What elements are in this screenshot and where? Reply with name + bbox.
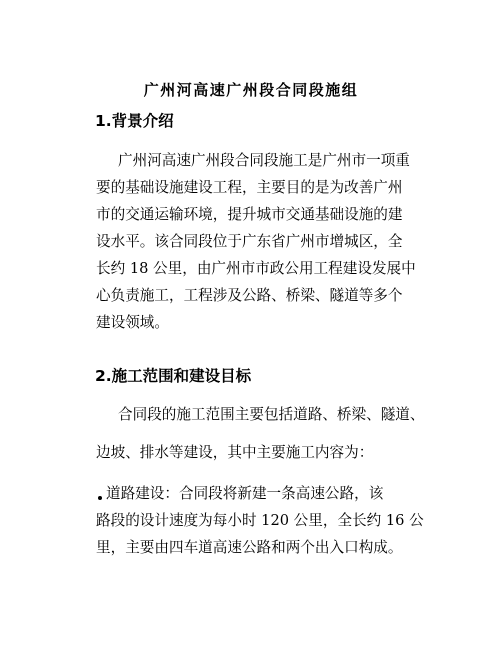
- paragraph-line: 市的交通运输环境，提升城市交通基础设施的建: [96, 206, 403, 223]
- paragraph-line: 广州河高速广州段合同段施工是广州市一项重: [118, 152, 410, 169]
- section-heading-background: 1.背景介绍: [95, 112, 174, 130]
- paragraph-line: 边坡、排水等建设，其中主要施工内容为：: [96, 444, 374, 461]
- bullet-line: 道路建设：合同段将新建一条高速公路，该: [106, 485, 384, 502]
- paragraph-line: 心负责施工，工程涉及公路、桥梁、隧道等多个: [96, 287, 403, 304]
- bullet-dot-icon: [98, 496, 102, 500]
- bullet-line: 里，主要由四车道高速公路和两个出入口构成。: [96, 539, 403, 556]
- bullet-line: 路段的设计速度为每小时 120 公里，全长约 16 公: [96, 512, 424, 529]
- paragraph-line: 长约 18 公里，由广州市市政公用工程建设发展中: [96, 260, 416, 277]
- paragraph-line: 设水平。该合同段位于广东省广州市增城区，全: [96, 233, 403, 250]
- document-title: 广州河高速广州段合同段施组: [143, 81, 359, 99]
- section-heading-scope: 2.施工范围和建设目标: [95, 367, 252, 385]
- paragraph-line: 建设领域。: [96, 314, 169, 331]
- paragraph-line: 合同段的施工范围主要包括道路、桥梁、隧道、: [118, 406, 425, 423]
- paragraph-line: 要的基础设施建设工程，主要目的是为改善广州: [96, 179, 403, 196]
